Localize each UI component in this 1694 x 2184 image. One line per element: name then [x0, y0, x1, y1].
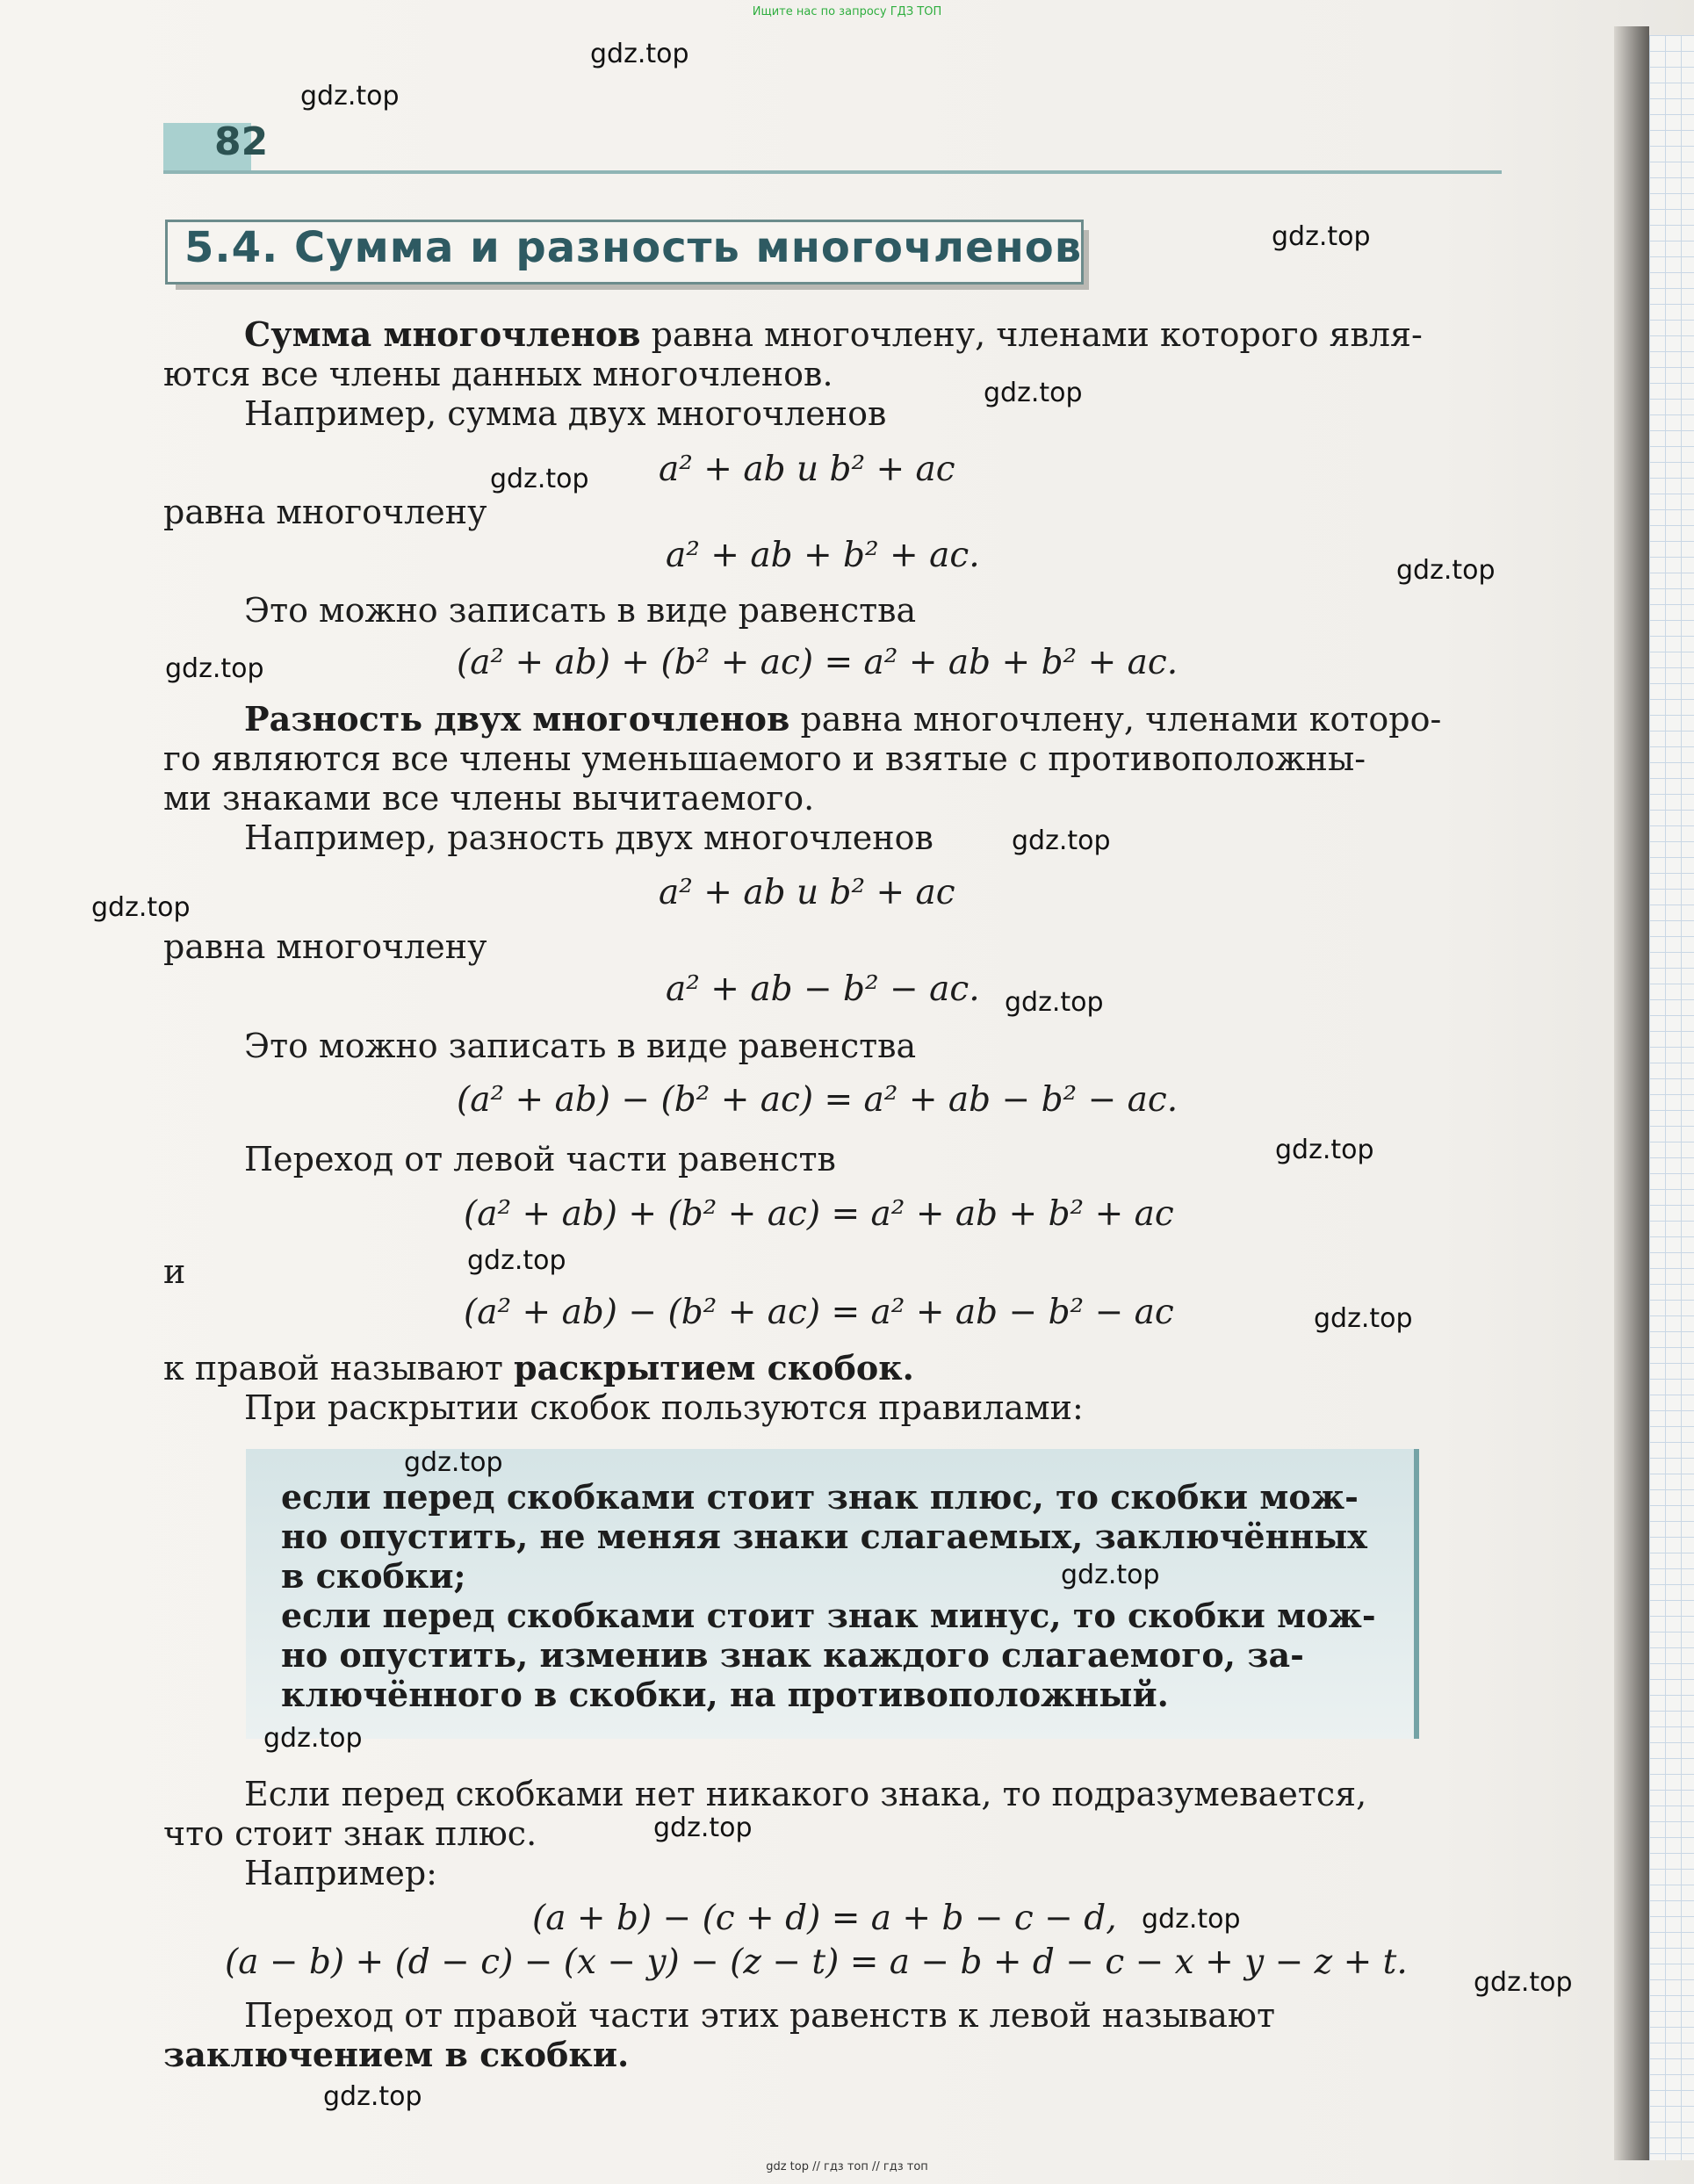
formula-example-2: (a − b) + (d − c) − (x − y) − (z − t) = a − b + d − c − x + y − z + t.: [225, 1943, 1408, 1982]
watermark: gdz.top: [1396, 555, 1496, 586]
top-note: Ищите нас по запросу ГДЗ ТОП: [752, 5, 942, 18]
text-equals-polynomial-1: равна многочлену: [163, 493, 487, 531]
rule-line: но опустить, изменив знак каждого слагаемого, за-: [281, 1635, 1304, 1675]
text-opening-brackets: [163, 1348, 914, 1388]
watermark: gdz.top: [467, 1245, 566, 1276]
page-number: 82: [214, 119, 269, 164]
paragraph-sum-line2: ются все члены данных многочленов.: [163, 355, 833, 393]
text-reverse-transition: Переход от правой части этих равенств к левой называют: [244, 1996, 1276, 2035]
formula-diff-polynomials: a² + ab и b² + ac: [659, 873, 955, 912]
text-no-sign: Если перед скобками нет никакого знака, то подразумевается,: [244, 1775, 1367, 1813]
header-rule: [163, 123, 1502, 174]
paragraph-diff-line3: ми знаками все члены вычитаемого.: [163, 779, 815, 818]
formula-example-1: (a + b) − (c + d) = a + b − c − d,: [532, 1899, 1117, 1938]
text-write-equality-1: Это можно записать в виде равенства: [244, 591, 917, 630]
rule-line: ключённого в скобки, на противоположный.: [281, 1675, 1169, 1714]
text: к правой называют: [163, 1349, 514, 1388]
bottom-note: gdz top // гдз топ // гдз топ: [766, 2160, 928, 2173]
watermark: gdz.top: [91, 892, 191, 923]
watermark: gdz.top: [1005, 987, 1104, 1018]
graph-paper-edge: [1649, 35, 1694, 2160]
watermark: gdz.top: [590, 39, 689, 69]
watermark: gdz.top: [653, 1813, 753, 1843]
paragraph-diff-line2: го являются все члены уменьшаемого и взятые с противоположны-: [163, 739, 1366, 778]
paragraph-sum-line1: [244, 314, 1423, 355]
text-and: и: [163, 1252, 186, 1291]
formula-sum-polynomials: a² + ab и b² + ac: [659, 450, 955, 489]
watermark: gdz.top: [165, 653, 264, 684]
formula-sum-equality: (a² + ab) + (b² + ac) = a² + ab + b² + ac.: [457, 643, 1179, 682]
formula-sum-result: a² + ab + b² + ac.: [666, 536, 980, 575]
watermark: gdz.top: [1061, 1560, 1160, 1590]
text-for-example: Например:: [244, 1854, 437, 1892]
term-sum: Сумма многочленов: [244, 314, 641, 354]
formula-diff-equality-2: (a² + ab) − (b² + ac) = a² + ab − b² − ac: [464, 1293, 1174, 1332]
paragraph-sum-line3: Например, сумма двух многочленов: [244, 394, 887, 433]
paragraph-diff-line4: Например, разность двух многочленов: [244, 818, 934, 857]
book-spine-shadow: [1614, 26, 1649, 2160]
watermark: gdz.top: [1314, 1303, 1413, 1334]
watermark: gdz.top: [323, 2081, 422, 2112]
watermark: gdz.top: [300, 81, 400, 112]
watermark: gdz.top: [1474, 1967, 1573, 1998]
rule-line: но опустить, не меняя знаки слагаемых, заключённых: [281, 1517, 1367, 1556]
formula-sum-equality-2: (a² + ab) + (b² + ac) = a² + ab + b² + ac: [464, 1194, 1174, 1234]
term-opening-brackets: раскрытием скобок.: [514, 1348, 914, 1388]
watermark: gdz.top: [1275, 1135, 1374, 1165]
text-equals-polynomial-2: равна многочлену: [163, 927, 487, 966]
watermark: gdz.top: [490, 464, 589, 494]
watermark: gdz.top: [263, 1723, 363, 1754]
text-transition: Переход от левой части равенств: [244, 1140, 836, 1178]
rule-line: в скобки;: [281, 1556, 466, 1596]
watermark: gdz.top: [1142, 1904, 1241, 1935]
formula-diff-result: a² + ab − b² − ac.: [666, 969, 980, 1009]
section-title: 5.4. Сумма и разность многочленов: [184, 223, 1083, 272]
text: равна многочлену, членами которого явля-: [640, 315, 1423, 354]
term-enclosing-brackets: заключением в скобки.: [163, 2035, 630, 2074]
watermark: gdz.top: [1012, 825, 1111, 856]
rule-line: если перед скобками стоит знак минус, то скобки мож-: [281, 1596, 1376, 1635]
term-difference: Разность двух многочленов: [244, 699, 790, 739]
text-rules-intro: При раскрытии скобок пользуются правилами:: [244, 1388, 1084, 1427]
text-write-equality-2: Это можно записать в виде равенства: [244, 1027, 917, 1065]
text-plus-implied: что стоит знак плюс.: [163, 1814, 537, 1853]
paragraph-diff-line1: [244, 699, 1441, 739]
watermark: gdz.top: [984, 378, 1083, 408]
watermark: gdz.top: [1272, 221, 1371, 252]
watermark: gdz.top: [404, 1447, 503, 1478]
text: равна многочлену, членами которо-: [789, 700, 1442, 739]
formula-diff-equality: (a² + ab) − (b² + ac) = a² + ab − b² − ac.: [457, 1080, 1179, 1120]
rule-line: если перед скобками стоит знак плюс, то скобки мож-: [281, 1477, 1359, 1517]
text-enclosing: [163, 2035, 629, 2075]
